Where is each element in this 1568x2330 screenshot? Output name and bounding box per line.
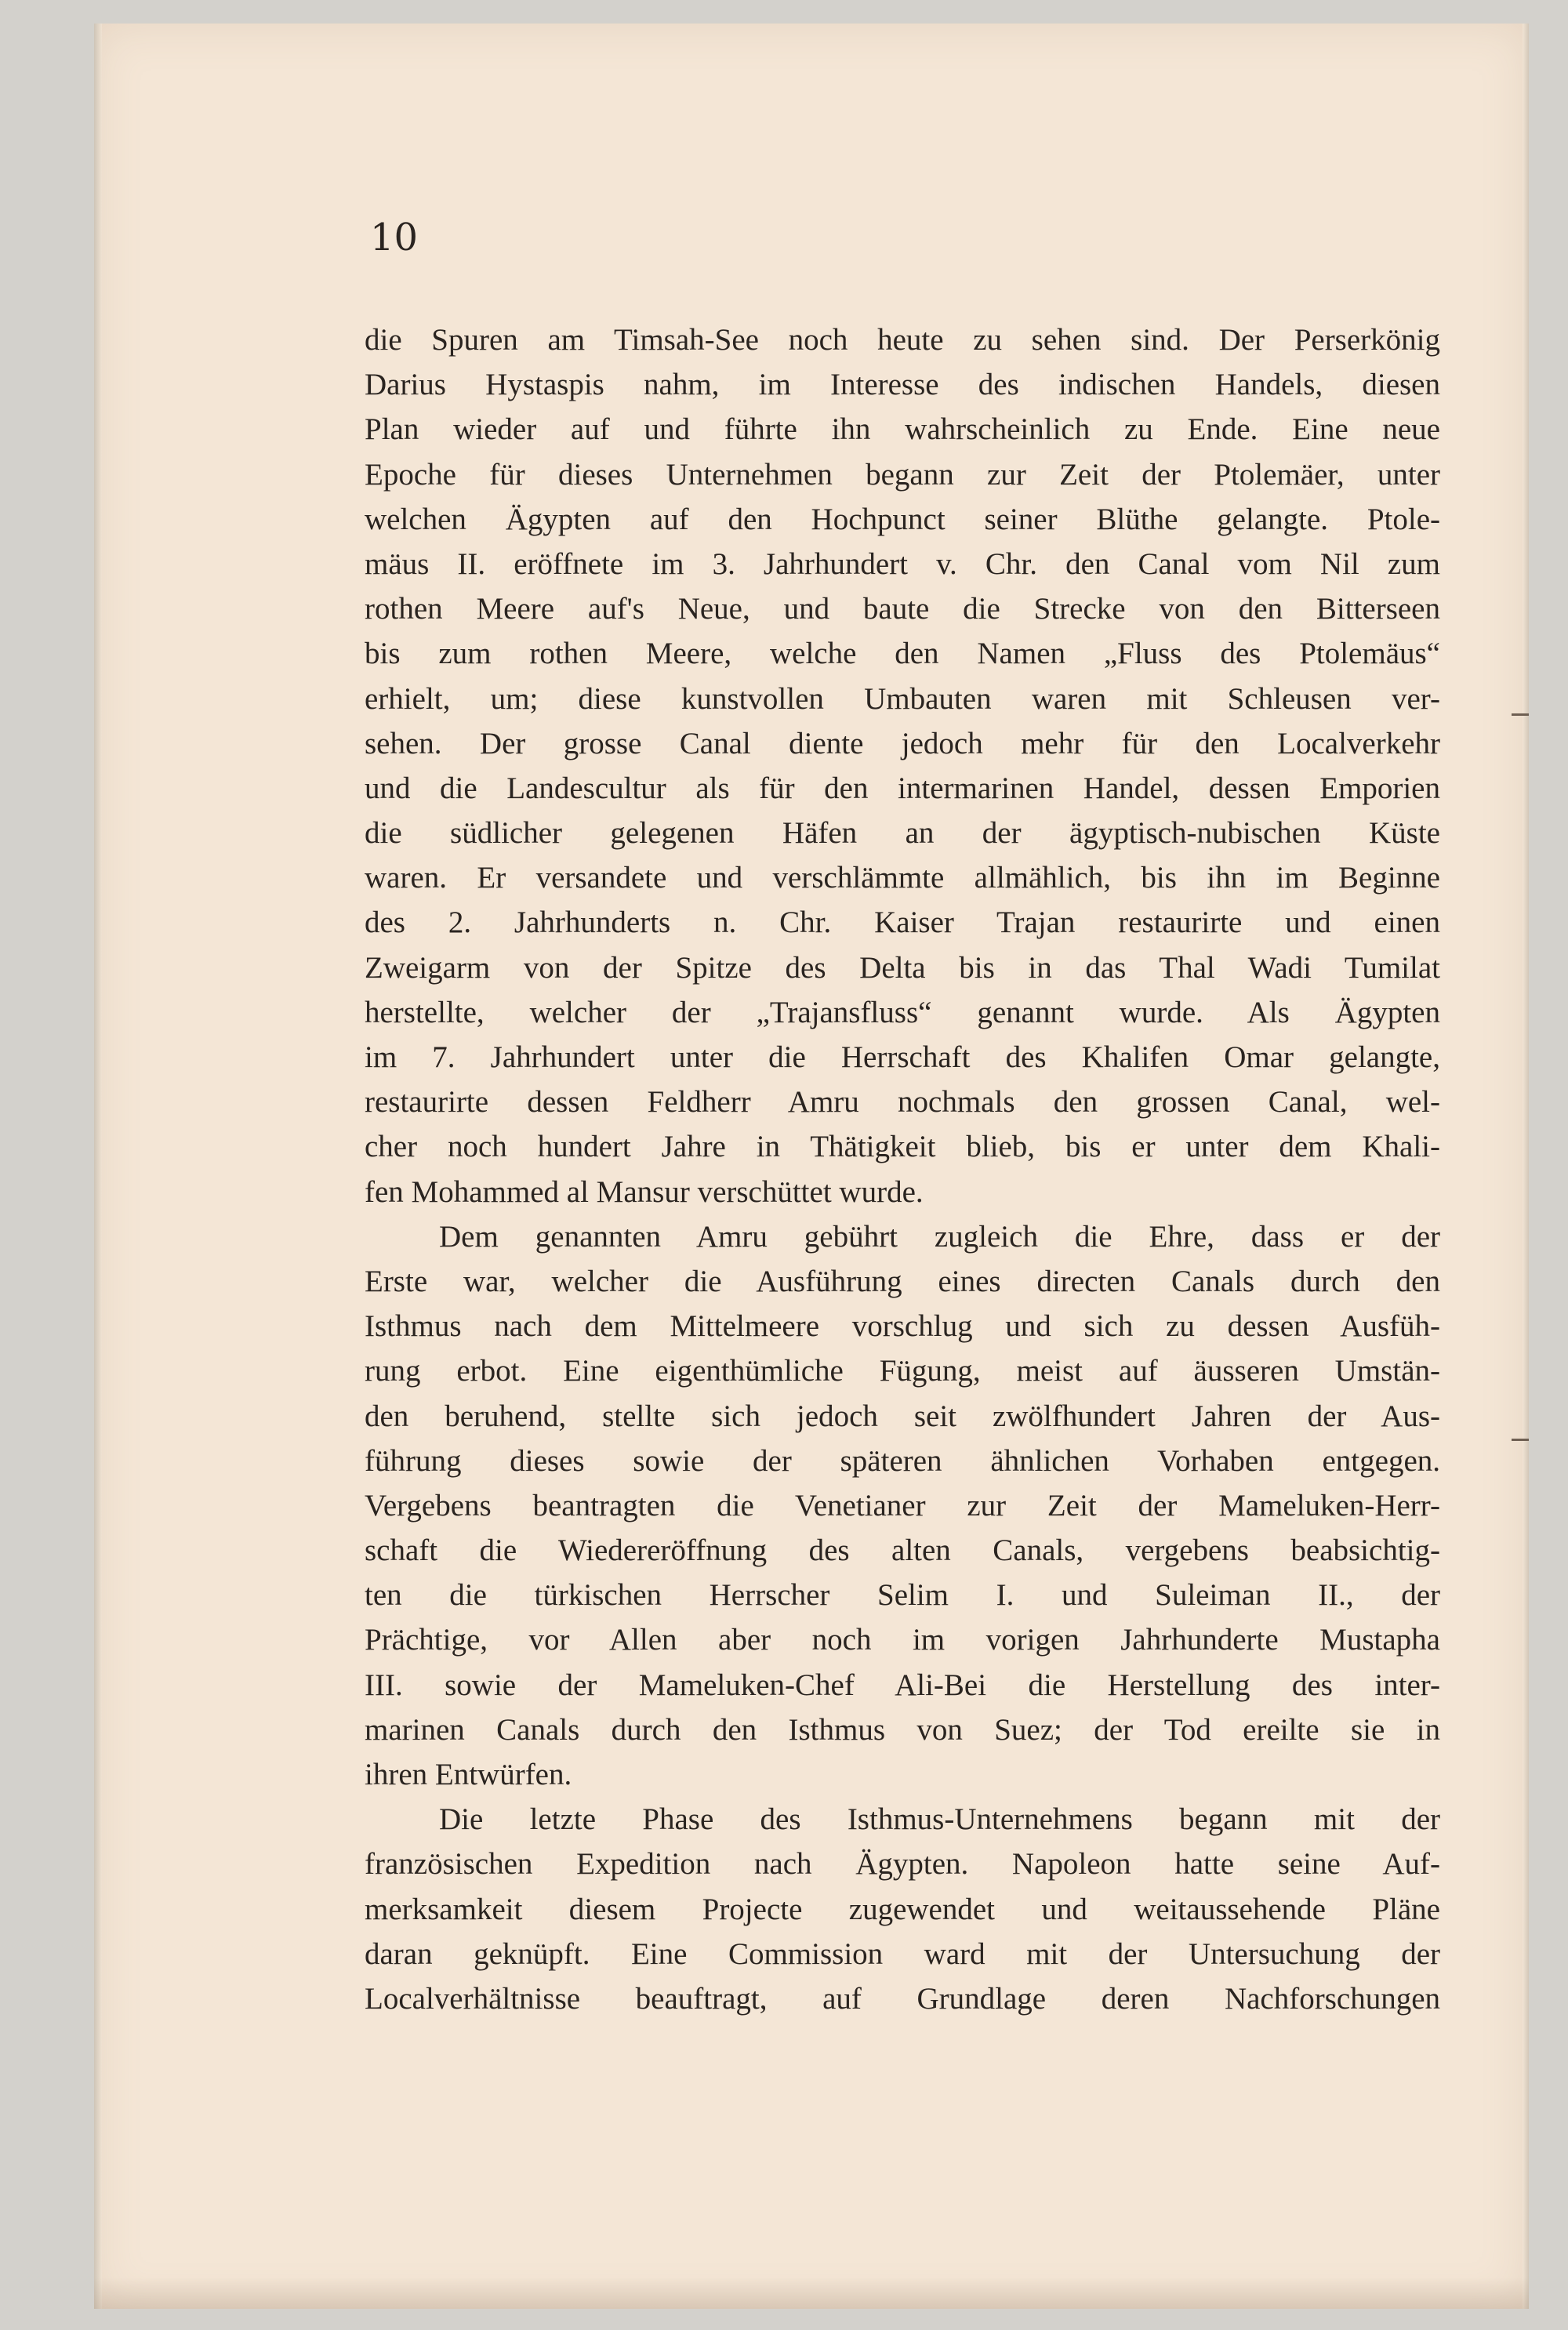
text-line: des 2. Jahrhunderts n. Chr. Kaiser Trajan restaurirte und einen [365,906,1440,940]
text-line: Prächtige, vor Allen aber noch im vorigen Jahrhunderte Mustapha [365,1623,1440,1657]
text-line: sehen. Der grosse Canal diente jedoch mehr für den Localverkehr [365,726,1440,760]
text-line: restaurirte dessen Feldherr Amru nochmals den grossen Canal, wel- [365,1085,1440,1120]
text-line: Localverhältnisse beauftragt, auf Grundlage deren Nachforschungen [365,1981,1440,2016]
text-line: welchen Ägypten auf den Hochpunct seiner Blüthe gelangte. Ptole- [365,502,1440,536]
margin-mark [1512,713,1529,716]
text-line: ihren Entwürfen. [365,1758,572,1791]
text-line: waren. Er versandete und verschlämmte allmählich, bis ihn im Beginne [365,861,1440,895]
page-bottom-shadow [94,2277,1529,2309]
text-line: rung erbot. Eine eigenthümliche Fügung, meist auf äusseren Umstän- [365,1354,1440,1388]
page-left-edge [94,24,102,2309]
text-line: Erste war, welcher die Ausführung eines directen Canals durch den [365,1264,1440,1298]
text-line: Die letzte Phase des Isthmus-Unternehmens begann mit der [439,1802,1440,1837]
text-line: Vergebens beantragten die Venetianer zur Zeit der Mameluken-Herr- [365,1488,1440,1522]
text-line: rothen Meere auf's Neue, und baute die Strecke von den Bitterseen [365,592,1440,626]
text-line: Dem genannten Amru gebührt zugleich die Ehre, dass er der [439,1219,1440,1254]
text-line: Isthmus nach dem Mittelmeere vorschlug und sich zu dessen Ausfüh- [365,1309,1440,1344]
text-line: französischen Expedition nach Ägypten. Napoleon hatte seine Auf- [365,1847,1440,1882]
scanned-page [94,24,1529,2309]
text-line: fen Mohammed al Mansur verschüttet wurde. [365,1174,924,1209]
text-line: und die Landescultur als für den intermarinen Handel, dessen Emporien [365,771,1440,805]
text-line: Zweigarm von der Spitze des Delta bis in das Thal Wadi Tumilat [365,950,1440,985]
text-line: marinen Canals durch den Isthmus von Suez; der Tod ereilte sie in [365,1712,1440,1747]
margin-mark [1512,1439,1529,1441]
page-right-edge [1523,24,1529,2309]
text-line: führung dieses sowie der späteren ähnlichen Vorhaben entgegen. [365,1443,1440,1478]
text-line: die südlicher gelegenen Häfen an der ägyptisch-nubischen Küste [365,816,1440,851]
text-line: cher noch hundert Jahre in Thätigkeit blieb, bis er unter dem Khali- [365,1130,1440,1164]
text-line: ten die türkischen Herrscher Selim I. und Suleiman II., der [365,1578,1440,1613]
text-line: Plan wieder auf und führte ihn wahrscheinlich zu Ende. Eine neue [365,412,1440,447]
text-line: im 7. Jahrhundert unter die Herrschaft des Khalifen Omar gelangte, [365,1040,1440,1074]
text-line: bis zum rothen Meere, welche den Namen „Fluss des Ptolemäus“ [365,637,1440,671]
text-line: daran geknüpft. Eine Commission ward mit der Untersuchung der [365,1936,1440,1971]
text-line: schaft die Wiedereröffnung des alten Canals, vergebens beabsichtig- [365,1533,1440,1568]
text-line: die Spuren am Timsah-See noch heute zu sehen sind. Der Perserkönig [365,323,1440,357]
text-line: Darius Hystaspis nahm, im Interesse des indischen Handels, diesen [365,368,1440,402]
text-line: den beruhend, stellte sich jedoch seit zwölfhundert Jahren der Aus- [365,1399,1440,1433]
text-line: III. sowie der Mameluken-Chef Ali-Bei die Herstellung des inter- [365,1668,1440,1702]
text-line: mäus II. eröffnete im 3. Jahrhundert v. Chr. den Canal vom Nil zum [365,546,1440,581]
text-line: Epoche für dieses Unternehmen begann zur Zeit der Ptolemäer, unter [365,457,1440,492]
text-line: merksamkeit diesem Projecte zugewendet und weitaussehende Pläne [365,1892,1440,1926]
text-line: herstellte, welcher der „Trajansfluss“ genannt wurde. Als Ägypten [365,995,1440,1029]
page-number: 10 [370,216,419,259]
text-line: erhielt, um; diese kunstvollen Umbauten waren mit Schleusen ver- [365,681,1440,716]
body-text [365,318,1440,2021]
